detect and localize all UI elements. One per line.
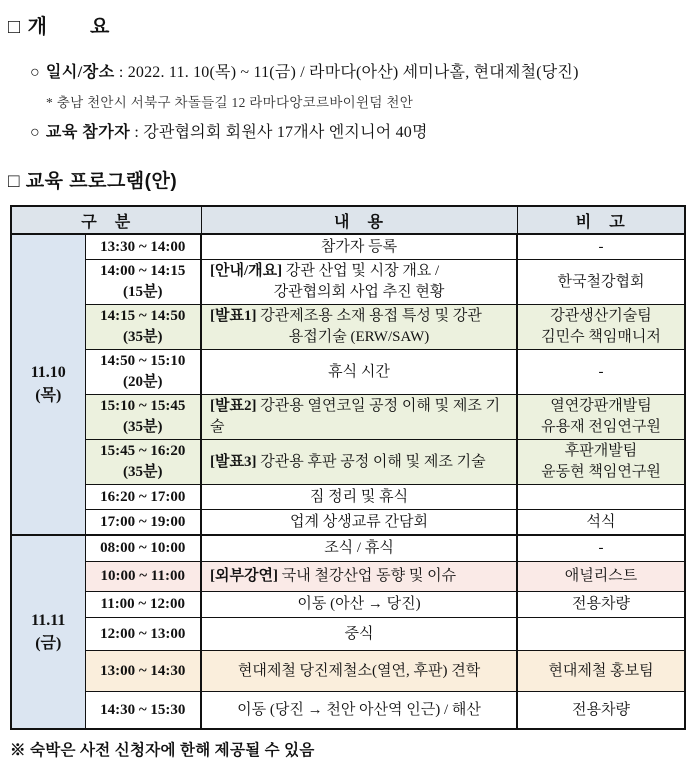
day-weekday-label: (목) [35,387,62,404]
time-cell [85,234,201,260]
content-text: [발표2] 강관용 열연코일 공정 이해 및 제조 기술 [210,398,501,435]
note-text: 후판개발팀 [564,443,638,459]
session-tag: [안내/개요] [210,263,283,279]
content-text: 현대제철 당진제철소(열연, 후판) 견학 [237,662,481,679]
duration-label: (20분) [123,374,163,390]
session-tag: [외부강연] [210,568,278,584]
column-header-content: 내 용 [201,206,517,234]
note-text: 한국철강협회 [557,273,645,290]
note-text: 현대제철 홍보팀 [548,662,654,679]
address-note: * 충남 천안시 서북구 차돌들길 12 라마다앙코르바이윈덤 천안 [46,95,414,110]
content-text: 휴식 시간 [328,363,390,380]
datetime-label: 일시/장소 [45,64,115,81]
session-tag: [발표1] [210,308,257,324]
content-cell [201,234,517,260]
note-cell [517,535,685,562]
schedule-row [11,651,685,692]
note-cell [517,440,685,485]
content-cell [201,592,517,618]
schedule-row [11,234,685,260]
note-text: 전용차량 [572,596,630,612]
note-text: - [598,238,604,255]
content-text-line2: 강관협의회 사업 추진 현황 [273,284,445,300]
time-range: 14:30 ~ 15:30 [100,701,186,718]
time-cell [85,692,201,730]
time-cell [85,305,201,350]
day-label: 11.10 [30,364,66,381]
content-text: 이동 (아산 → 당진) [297,596,421,612]
note-text-line2: 유용재 전임연구원 [541,419,661,435]
content-text: 이동 (당진 → 천안 아산역 인근) / 해산 [237,701,481,718]
column-header-category: 구 분 [11,206,201,234]
time-range: 16:20 ~ 17:00 [100,488,186,505]
content-text: [안내/개요] 강관 산업 및 시장 개요 / [210,263,440,279]
note-cell [517,305,685,350]
time-cell [85,510,201,536]
duration-label: (35분) [123,419,163,435]
note-cell [517,510,685,536]
time-cell [85,618,201,651]
note-cell [517,260,685,305]
time-range: 08:00 ~ 10:00 [100,540,186,556]
table-header-row [11,206,685,234]
session-tag: [발표2] [210,398,257,414]
note-cell [517,651,685,692]
session-tag: [발표3] [210,453,257,470]
content-cell [201,692,517,730]
participants-value: : 강관협의회 회원사 17개사 엔지니어 40명 [134,124,428,141]
time-cell [85,440,201,485]
schedule-row [11,440,685,485]
schedule-row [11,305,685,350]
participants-label: 교육 참가자 [45,124,131,141]
time-range: 15:45 ~ 16:20 [100,443,186,459]
schedule-row [11,395,685,440]
time-cell [85,651,201,692]
schedule-row [11,592,685,618]
time-cell [85,350,201,395]
content-cell [201,440,517,485]
content-cell [201,510,517,536]
schedule-row [11,692,685,730]
circle-bullet-icon: ○ [30,124,40,141]
note-text-line2: 윤동현 책임연구원 [541,464,661,480]
content-cell [201,350,517,395]
time-range: 15:10 ~ 15:45 [100,398,186,414]
time-range: 14:00 ~ 14:15 [100,263,186,279]
note-text: 석식 [586,513,616,530]
time-range: 10:00 ~ 11:00 [100,568,185,584]
content-text: 짐 정리 및 휴식 [309,488,409,505]
time-cell [85,260,201,305]
time-range: 14:15 ~ 14:50 [100,308,186,324]
content-cell [201,535,517,562]
schedule-row [11,485,685,510]
note-text: - [598,540,604,556]
footer-note: ※ 숙박은 사전 신청자에 한해 제공될 수 있음 [10,742,315,759]
content-text: 중식 [344,625,374,642]
time-range: 13:00 ~ 14:30 [100,662,186,679]
overview-heading: □ 개 요 [8,16,111,38]
day-label: 11.11 [31,611,66,629]
duration-label: (35분) [123,329,163,345]
content-text: 참가자 등록 [320,238,398,255]
time-cell [85,592,201,618]
schedule-row [11,618,685,651]
time-range: 11:00 ~ 12:00 [100,596,185,612]
time-range: 14:50 ~ 15:10 [100,353,186,369]
schedule-row [11,562,685,592]
note-cell [517,395,685,440]
note-cell [517,234,685,260]
time-range: 13:30 ~ 14:00 [100,238,186,255]
content-text-line2: 용접기술 (ERW/SAW) [288,329,430,345]
note-cell [517,350,685,395]
schedule-row [11,535,685,562]
note-text: 열연강판개발팀 [550,398,652,414]
time-cell [85,562,201,592]
content-cell [201,395,517,440]
content-cell [201,651,517,692]
time-cell [85,535,201,562]
program-schedule-table [10,205,686,730]
note-cell [517,592,685,618]
datetime-value: : 2022. 11. 10(목) ~ 11(금) / 라마다(아산) 세미나홀, 현대제철(당진) [118,64,579,81]
content-text: [발표3] 강관용 후판 공정 이해 및 제조 기술 [210,453,486,470]
schedule-row [11,510,685,536]
note-text: - [598,363,604,380]
time-cell [85,395,201,440]
schedule-row [11,350,685,395]
note-text-line2: 김민수 책임매니저 [541,329,661,345]
note-text: 애널리스트 [564,568,638,584]
content-text: 업계 상생교류 간담회 [290,513,428,530]
overview-datetime-line [30,59,682,82]
time-cell [85,485,201,510]
content-cell [201,618,517,651]
content-cell [201,562,517,592]
time-range: 17:00 ~ 19:00 [100,513,186,530]
note-cell [517,618,685,651]
column-header-note: 비 고 [517,206,685,234]
program-heading: □ 교육 프로그램(안) [8,171,178,192]
time-range: 12:00 ~ 13:00 [100,625,186,642]
content-text: [발표1] 강관제조용 소재 용접 특성 및 강관 [210,308,482,324]
day-weekday-label: (금) [35,634,62,652]
note-text: 강관생산기술팀 [550,308,652,324]
content-cell [201,305,517,350]
day-cell [11,535,85,729]
schedule-row [11,260,685,305]
content-text: [외부강연] 국내 철강산업 동향 및 이슈 [210,568,457,584]
note-cell [517,562,685,592]
note-text: 전용차량 [572,701,630,718]
duration-label: (15분) [123,284,163,300]
note-cell [517,692,685,730]
day-cell [11,234,85,535]
note-cell [517,485,685,510]
content-cell [201,260,517,305]
content-cell [201,485,517,510]
duration-label: (35분) [123,464,163,480]
circle-bullet-icon: ○ [30,64,40,81]
overview-participants-line [30,119,682,142]
content-text: 조식 / 휴식 [324,540,394,556]
